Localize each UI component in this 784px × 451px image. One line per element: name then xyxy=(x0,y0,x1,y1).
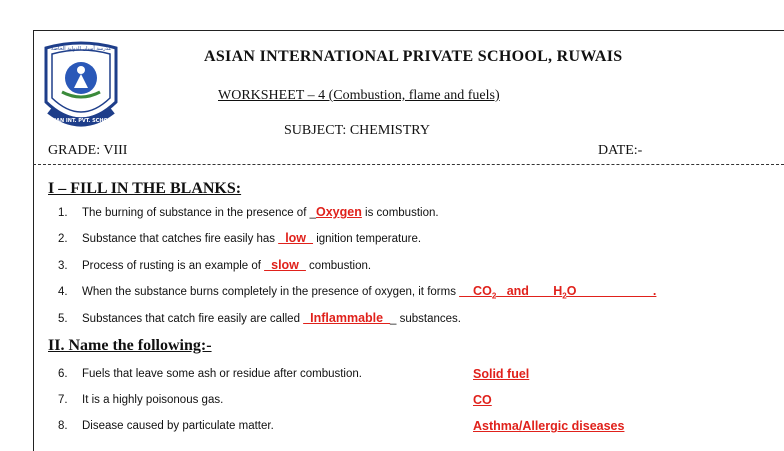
worksheet-title: WORKSHEET – 4 (Combustion, flame and fuels) xyxy=(218,88,500,103)
grade-label: GRADE: VIII xyxy=(48,143,128,158)
question-3: 3. Process of rusting is an example of _slow_ combustion. xyxy=(58,258,372,272)
school-name: ASIAN INTERNATIONAL PRIVATE SCHOOL, RUWAIS xyxy=(204,48,623,65)
question-8: 8. Disease caused by particulate matter. xyxy=(58,420,274,432)
section1-title: I – FILL IN THE BLANKS: xyxy=(48,180,242,197)
logo-english-text: ASIAN INT. PVT. SCHOOL xyxy=(46,118,116,124)
date-label: DATE:- xyxy=(598,143,643,158)
answer-8: Asthma/Allergic diseases xyxy=(473,419,625,433)
divider xyxy=(33,164,784,165)
subject-label: SUBJECT: CHEMISTRY xyxy=(284,123,430,138)
logo-arabic-text: مدرسة آسيان الدولية الخاصة xyxy=(51,46,111,52)
answer-5: _Inflammable_ xyxy=(303,311,391,325)
answer-3: _slow_ xyxy=(264,258,306,272)
answer-2: _low_ xyxy=(278,231,313,245)
question-2: 2. Substance that catches fire easily has _low_ ignition temperature. xyxy=(58,231,422,245)
school-logo xyxy=(40,40,122,136)
question-1: 1. The burning of substance in the presence of _Oxygen is combustion. xyxy=(58,205,439,219)
question-4: 4. When the substance burns completely in the presence of oxygen, it forms $\_\_CO_2\_$ and $\_\_\_H_2O\_\_\_\_\_\_\_\_\_\_\_$. xyxy=(58,284,657,301)
question-5: 5. Substances that catch fire easily are called _Inflammable__ substances. xyxy=(58,311,461,325)
answer-4: $\_\_CO_2\_$ and $\_\_\_H_2O\_\_\_\_\_\_\_\_\_\_\_$. xyxy=(459,284,657,301)
answer-1: Oxygen xyxy=(316,205,362,219)
question-7: 7. It is a highly poisonous gas. xyxy=(58,394,224,406)
answer-7: CO xyxy=(473,393,492,407)
section2-title: II. Name the following:- xyxy=(48,337,212,354)
answer-6: Solid fuel xyxy=(473,367,530,381)
question-6: 6. Fuels that leave some ash or residue after combustion. xyxy=(58,368,362,380)
